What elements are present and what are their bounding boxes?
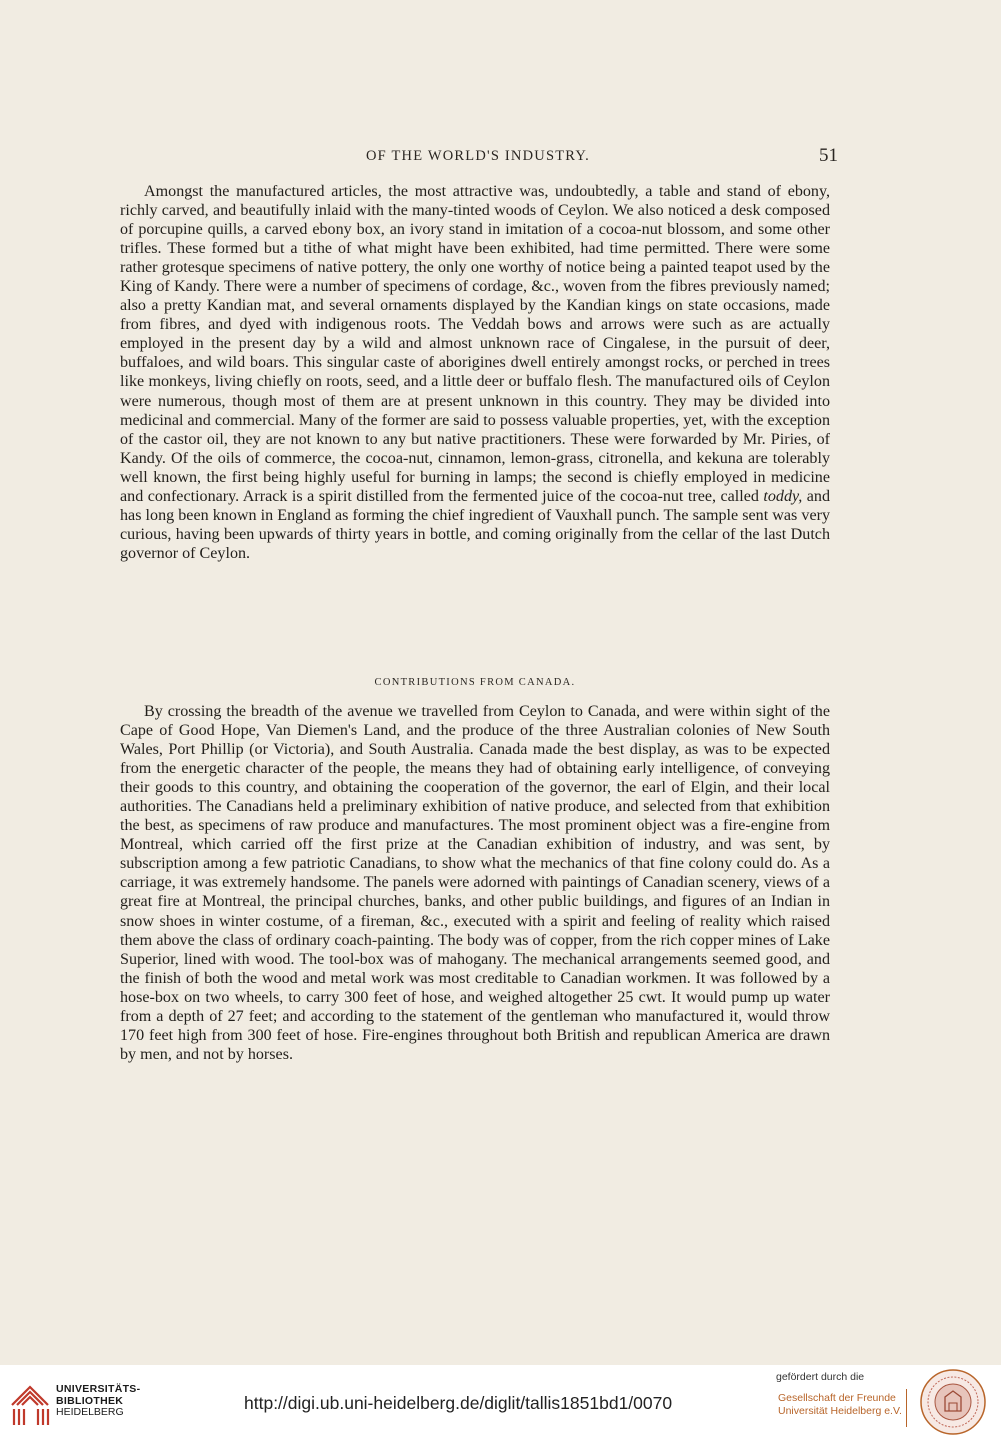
- paragraph-1-italic: toddy,: [763, 487, 803, 505]
- section-heading: CONTRIBUTIONS FROM CANADA.: [374, 677, 576, 688]
- running-title: OF THE WORLD'S INDUSTRY.: [366, 148, 590, 164]
- paragraph-1-rest: and has long been known in England as forming the chief ingredient of Vauxhall punch. The sample sent was very curious, having been upwards of thirty years in bottle, and coming originally from the cellar of the last Dutch governor of Ceylon.: [120, 487, 831, 562]
- permalink-url[interactable]: http://digi.ub.uni-heidelberg.de/diglit/tallis1851bd1/0070: [244, 1393, 673, 1413]
- digitization-footer: [0, 1365, 1001, 1439]
- sponsor-name-line-2: Universität Heidelberg e.V.: [778, 1405, 902, 1417]
- library-name-line-1: UNIVERSITÄTS-: [56, 1383, 141, 1395]
- footer-divider: [906, 1389, 907, 1427]
- page-number: 51: [819, 145, 838, 166]
- paragraph-2-text: By crossing the breadth of the avenue we travelled from Ceylon to Canada, and were within sight of the Cape of Good Hope, Van Diemen's Land, and the produce of the three Australian colonies of New South Wales, Port Phillip (or Victoria), and South Australia. Canada made the best display, as was to be expected from the energetic character of the people, the means they had of obtaining early intelligence, of conveying their goods to this country, and obtaining the cooperation of the governor, the earl of Elgin, and their local authorities. The Canadians held a preliminary exhibition of native produce, and selected from that exhibition the best, as specimens of raw produce and manufactures. The most prominent object was a fire-engine from Montreal, which carried off the first prize at the Canadian exhibition of industry, and was sent, by subscription among a few patriotic Canadians, to show what the mechanics of that fine colony could do. As a carriage, it was extremely handsome. The panels were adorned with paintings of Canadian scenery, views of a great fire at Montreal, the principal churches, banks, and other public buildings, and figures of an Indian in snow shoes in winter costume, of a fireman, &c., executed with a spirit and feeling of reality which raised them above the class of ordinary coach-painting. The body was of copper, from the rich copper mines of Lake Superior, lined with wood. The tool-box was of mahogany. The mechanical arrangements seemed good, and the finish of both the wood and metal work was most creditable to Canadian workmen. It was followed by a hose-box on two wheels, to carry 300 feet of hose, and weighed altogether 25 cwt. It would pump up water from a depth of 27 feet; and according to the statement of the gentleman who manufactured it, would throw 170 feet high from 300 feet of hose. Fire-engines throughout both British and republican America are drawn by men, and not by horses.: [120, 703, 830, 1063]
- body-paragraph-1: [120, 182, 830, 563]
- sponsor-label: gefördert durch die: [776, 1371, 865, 1383]
- university-library-logo-icon: [10, 1375, 52, 1427]
- sponsor-name: [778, 1392, 902, 1418]
- page-header: [118, 146, 838, 168]
- university-seal-icon: [918, 1367, 988, 1437]
- library-name-line-2: BIBLIOTHEK: [56, 1394, 124, 1407]
- library-name-line-3: HEIDELBERG: [56, 1406, 124, 1418]
- sponsor-name-line-1: Gesellschaft der Freunde: [778, 1392, 896, 1404]
- paragraph-1-text: Amongst the manufactured articles, the most attractive was, undoubtedly, a table and stand of ebony, richly carved, and beautifully inlaid with the many-tinted woods of Ceylon. We also noticed a desk composed of porcupine quills, a carved ebony box, an ivory stand in imitation of a cocoa-nut blossom, and some other trifles. These formed but a tithe of what might have been exhibited, had time permitted. There were some rather grotesque specimens of native pottery, the only one worthy of notice being a painted teapot used by the King of Kandy. There were a number of specimens of cordage, &c., woven from the fibres previously named; also a pretty Kandian mat, and several ornaments displayed by the Kandian kings on state occasions, made from fibres, and dyed with indigenous roots. The Veddah bows and arrows were such as are actually employed in the present day by a wild and almost unknown race of Cingalese, in the pursuit of deer, buffaloes, and wild boars. This singular caste of aborigines dwell entirely amongst rocks, or perched in trees like monkeys, living chiefly on roots, seed, and a little deer or buffalo flesh. The manufactured oils of Ceylon were numerous, though most of them are at present unknown in this country. They may be divided into medicinal and commercial. Many of the former are said to possess valuable properties, yet, with the exception of the castor oil, they are not known to any but native practitioners. These were forwarded by Mr. Piries, of Kandy. Of the oils of commerce, the cocoa-nut, cinnamon, lemon-grass, citronella, and kekuna are tolerably well known, the first being highly useful for burning in lamps; the second is chiefly employed in medicine and confectionary. Arrack is a spirit distilled from the fermented juice of the cocoa-nut tree, called: [120, 183, 830, 505]
- library-name: [56, 1384, 140, 1419]
- body-paragraph-2: [120, 702, 830, 1064]
